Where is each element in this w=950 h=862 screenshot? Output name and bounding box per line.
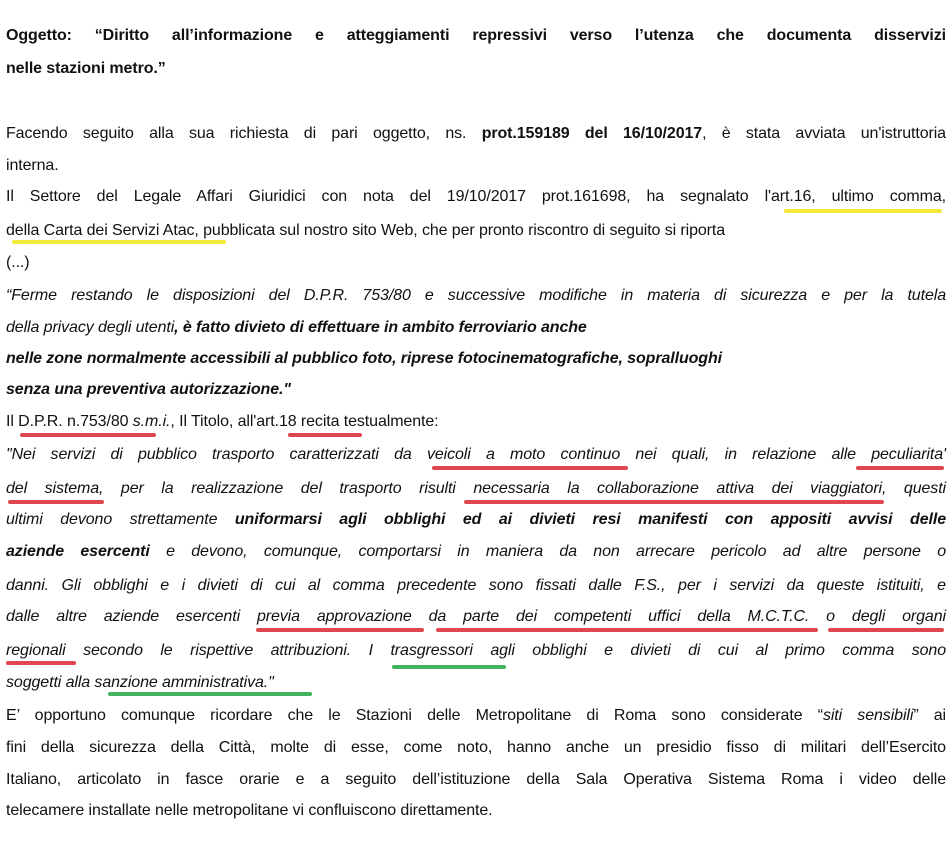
p3-text-c: , Il Titolo, all'art.18 recita testualmente: [170, 413, 439, 430]
paragraph-4-line-2: fini della sicurezza della Città, molte di esse, come noto, hanno anche un presidio fisso di militari dell’Esercito [6, 739, 946, 756]
red-underline-previa-approvazione [256, 628, 424, 632]
quote-2-line-5: danni. Gli obblighi e i divieti di cui al comma precedente sono fissati dalle F.S., per i servizi da queste istituiti, e [6, 577, 946, 594]
green-underline-trasgressori [392, 665, 506, 669]
p3-text-a: Il D.P.R. n.753/80 [6, 413, 133, 430]
red-underline-veicoli [432, 466, 628, 470]
red-underline-collaborazione [464, 500, 884, 504]
p1-text-a: Facendo seguito alla sua richiesta di pari oggetto, ns. [6, 125, 482, 142]
quote-2-line-3 [6, 510, 946, 530]
quote-2-line-7: regionali secondo le rispettive attribuzioni. I trasgressori agli obblighi e divieti di cui al primo comma sono [6, 642, 946, 659]
green-underline-sanzione [108, 692, 312, 696]
paragraph-1-line-2: interna. [6, 157, 59, 174]
paragraph-2-line-1: Il Settore del Legale Affari Giuridici con nota del 19/10/2017 prot.161698, ha segnalato l'art.16, ultimo comma, [6, 188, 946, 205]
red-underline-regionali [6, 661, 76, 665]
red-underline-art18 [288, 433, 362, 437]
p3-smi: s.m.i. [132, 413, 171, 430]
paragraph-1-line-1 [6, 124, 946, 144]
protocol-reference: prot.159189 del 16/10/2017 [481, 125, 703, 142]
quote-2-line-6: dalle altre aziende esercenti previa approvazione da parte dei competenti uffici della M.C.T.C. o degli organi [6, 608, 946, 625]
red-underline-organi [828, 628, 944, 632]
subject-line-1: Oggetto: “Diritto all’informazione e atteggiamenti repressivi verso l’utenza che documenta disservizi [6, 27, 946, 44]
quote-1-prohibition: , è fatto divieto di effettuare in ambito ferroviario anche [174, 319, 587, 336]
quote-1-line-3: nelle zone normalmente accessibili al pubblico foto, riprese fotocinematografiche, sopralluoghi [6, 350, 722, 367]
quote-2-line-3-a: ultimi devono strettamente [6, 511, 235, 528]
paragraph-2-line-2: della Carta dei Servizi Atac, pubblicata sul nostro sito Web, che per pronto riscontro di seguito si riporta [6, 222, 726, 239]
paragraph-4-line-1 [6, 706, 946, 726]
red-underline-peculiarita [856, 466, 944, 470]
paragraph-3-line-1 [6, 412, 946, 432]
p1-text-c: , è stata avviata un'istruttoria [702, 125, 946, 142]
quote-1-privacy: della privacy degli utenti [6, 319, 175, 336]
yellow-highlight-carta-servizi [12, 240, 226, 244]
red-underline-sistema [8, 500, 104, 504]
quote-1-line-4: senza una preventiva autorizzazione." [6, 381, 291, 398]
red-underline-competenti-uffici [436, 628, 818, 632]
subject-line-2: nelle stazioni metro.” [6, 60, 166, 77]
quote-2-line-2: del sistema, per la realizzazione del trasporto risulti necessaria la collaborazione attiva dei viaggiatori, questi [6, 480, 946, 497]
paragraph-2-line-3: (...) [6, 254, 30, 271]
p4-text-a: E’ opportuno comunque ricordare che le Stazioni delle Metropolitane di Roma sono considerate “ [6, 707, 823, 724]
p4-text-c: ” ai [913, 707, 947, 724]
red-underline-dpr [20, 433, 156, 437]
paragraph-4-line-4: telecamere installate nelle metropolitane vi confluiscono direttamente. [6, 802, 493, 819]
quote-2-line-4 [6, 542, 946, 562]
paragraph-4-line-3: Italiano, articolato in fasce orarie e a seguito dell’istituzione della Sala Operativa Sistema Roma i video delle [6, 771, 946, 788]
quote-2-line-1: "Nei servizi di pubblico trasporto caratterizzati da veicoli a moto continuo nei quali, in relazione alle peculiarita' [6, 446, 946, 463]
yellow-highlight-art16 [784, 209, 942, 213]
quote-2-operators: aziende esercenti [6, 543, 150, 560]
quote-2-line-8: soggetti alla sanzione amministrativa." [6, 674, 274, 691]
quote-2-obligations: uniformarsi agli obblighi ed ai divieti resi manifesti con appositi avvisi delle [234, 511, 946, 528]
sensitive-sites: siti sensibili [822, 707, 914, 724]
quote-1-line-2 [6, 318, 946, 338]
quote-2-line-4-b: e devono, comunque, comportarsi in maniera da non arrecare pericolo ad altre persone o [149, 543, 946, 560]
quote-1-line-1: “Ferme restando le disposizioni del D.P.R. 753/80 e successive modifiche in materia di sicurezza e per la tutela [6, 287, 946, 304]
